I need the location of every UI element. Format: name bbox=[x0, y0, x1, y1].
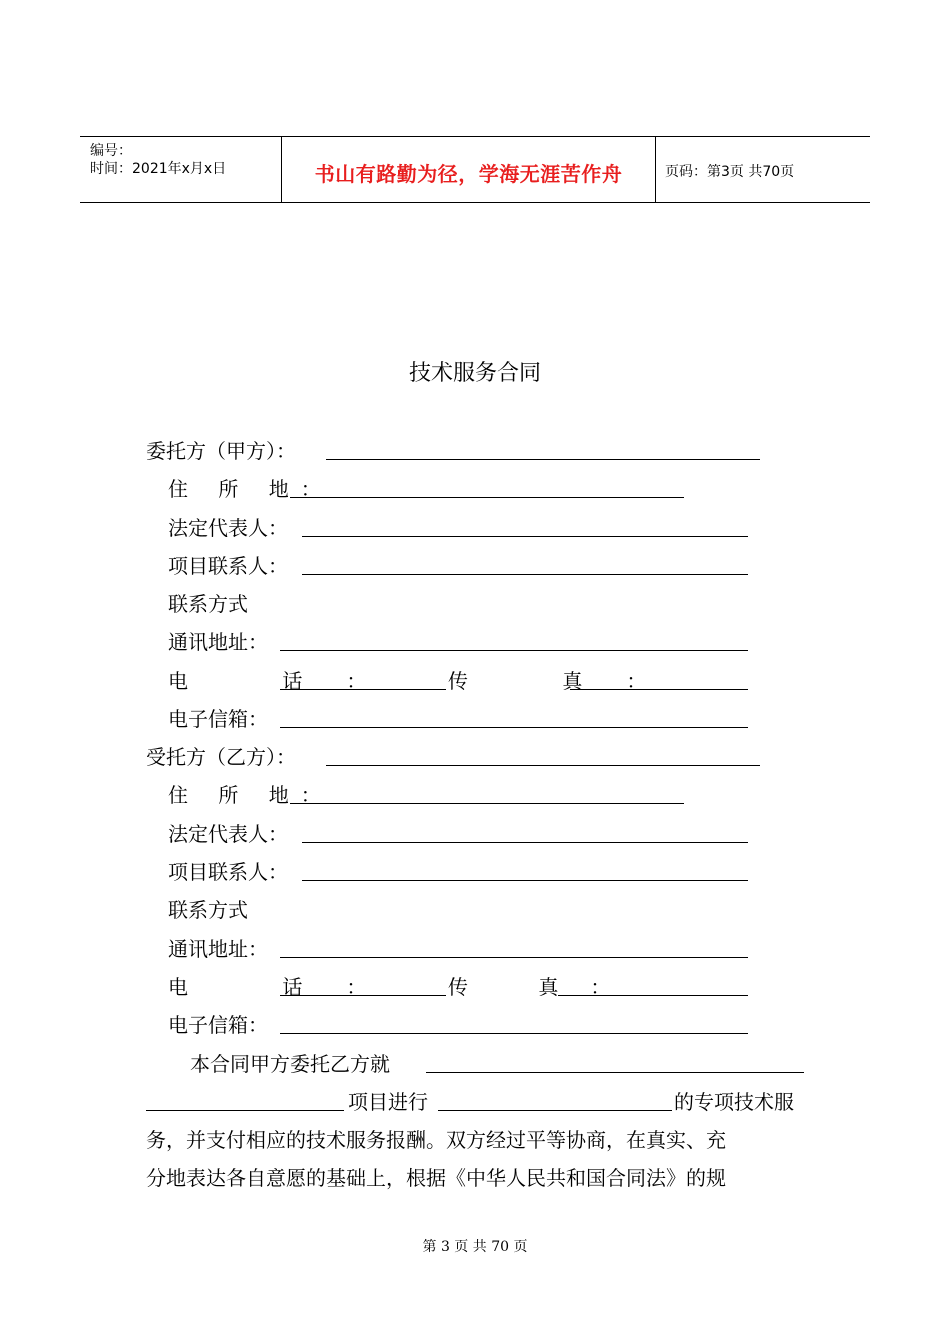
party-b-contact-person-blank[interactable] bbox=[302, 880, 748, 881]
party-a-contact-info-label: 联系方式 bbox=[168, 592, 248, 616]
party-b-legal-rep-row bbox=[168, 819, 753, 849]
party-b-phone-blank[interactable] bbox=[280, 995, 446, 996]
service-type-blank[interactable] bbox=[438, 1110, 672, 1111]
paragraph-line-1-text: 本合同甲方委托乙方就 bbox=[190, 1052, 390, 1076]
party-a-address-label: 住 所 地： bbox=[168, 477, 333, 501]
paragraph-line-3: 务，并支付相应的技术服务报酬。双方经过平等协商，在真实、充 bbox=[146, 1128, 726, 1152]
page-footer: 第 3 页 共 70 页 bbox=[422, 1239, 528, 1255]
party-b-contact-info-row bbox=[168, 895, 368, 925]
party-b-mail-address-blank[interactable] bbox=[280, 957, 748, 958]
party-a-legal-rep-blank[interactable] bbox=[302, 536, 748, 537]
service-subject-blank[interactable] bbox=[426, 1072, 804, 1073]
party-a-legal-rep-row bbox=[168, 513, 753, 543]
paragraph-line-2-mid: 项目进行 bbox=[348, 1090, 428, 1114]
party-b-email-blank[interactable] bbox=[280, 1033, 748, 1034]
party-a-mail-address-blank[interactable] bbox=[280, 650, 748, 651]
party-a-phone-label: 电 话： bbox=[168, 669, 411, 693]
party-b-name-blank[interactable] bbox=[326, 765, 760, 766]
party-a-contact-person-label: 项目联系人： bbox=[168, 554, 288, 578]
party-b-contact-person-label: 项目联系人： bbox=[168, 860, 288, 884]
party-b-phone-fax-row bbox=[168, 972, 753, 1002]
header-right-cell bbox=[656, 137, 870, 202]
party-a-address-row bbox=[168, 474, 688, 504]
paragraph-line-2 bbox=[146, 1087, 810, 1117]
party-a-name-blank[interactable] bbox=[326, 459, 760, 460]
project-name-blank[interactable] bbox=[146, 1110, 344, 1111]
header-motto: 书山有路勤为径，学海无涯苦作舟 bbox=[314, 162, 623, 186]
party-a-contact-person-blank[interactable] bbox=[302, 574, 748, 575]
party-b-heading: 受托方（乙方）： bbox=[146, 745, 296, 769]
party-a-email-row bbox=[168, 704, 753, 734]
document-title: 技术服务合同 bbox=[408, 361, 541, 386]
party-b-fax-blank[interactable] bbox=[558, 995, 748, 996]
party-b-contact-info-label: 联系方式 bbox=[168, 898, 248, 922]
party-a-phone-fax-row bbox=[168, 666, 753, 696]
party-a-fax-blank[interactable] bbox=[570, 689, 748, 690]
document-date-label: 时间：2021年x月x日 bbox=[90, 161, 227, 177]
paragraph-line-1 bbox=[190, 1049, 810, 1079]
party-a-contact-info-row bbox=[168, 589, 368, 619]
party-a-mail-address-row bbox=[168, 627, 753, 657]
party-b-legal-rep-label: 法定代表人： bbox=[168, 822, 288, 846]
party-b-email-label: 电子信箱： bbox=[168, 1013, 268, 1037]
header-middle-cell bbox=[282, 137, 656, 202]
party-b-heading-row bbox=[146, 742, 766, 772]
header-page-info: 页码：第3页 共70页 bbox=[665, 164, 795, 180]
party-b-legal-rep-blank[interactable] bbox=[302, 842, 748, 843]
document-number-label: 编号： bbox=[90, 143, 132, 159]
party-b-address-blank[interactable] bbox=[290, 803, 684, 804]
party-b-mail-address-label: 通讯地址： bbox=[168, 937, 268, 961]
party-b-email-row bbox=[168, 1010, 753, 1040]
paragraph-line-2-end: 的专项技术服 bbox=[674, 1090, 794, 1114]
party-a-address-blank[interactable] bbox=[290, 497, 684, 498]
party-a-email-blank[interactable] bbox=[280, 727, 748, 728]
party-a-heading: 委托方（甲方）： bbox=[146, 439, 296, 463]
party-a-email-label: 电子信箱： bbox=[168, 707, 268, 731]
header-left-cell bbox=[80, 137, 282, 202]
party-b-address-row bbox=[168, 780, 688, 810]
party-b-mail-address-row bbox=[168, 934, 753, 964]
party-a-mail-address-label: 通讯地址： bbox=[168, 630, 268, 654]
party-b-fax-label: 传 真： bbox=[448, 975, 643, 999]
document-header bbox=[80, 136, 870, 203]
party-a-contact-person-row bbox=[168, 551, 753, 581]
paragraph-line-4: 分地表达各自意愿的基础上，根据《中华人民共和国合同法》的规 bbox=[146, 1166, 726, 1190]
party-a-phone-blank[interactable] bbox=[280, 689, 446, 690]
party-a-fax-label: 传 真： bbox=[448, 669, 691, 693]
party-a-heading-row bbox=[146, 436, 766, 466]
party-b-phone-label: 电 话： bbox=[168, 975, 411, 999]
party-a-legal-rep-label: 法定代表人： bbox=[168, 516, 288, 540]
party-b-address-label: 住 所 地： bbox=[168, 783, 333, 807]
party-b-contact-person-row bbox=[168, 857, 753, 887]
